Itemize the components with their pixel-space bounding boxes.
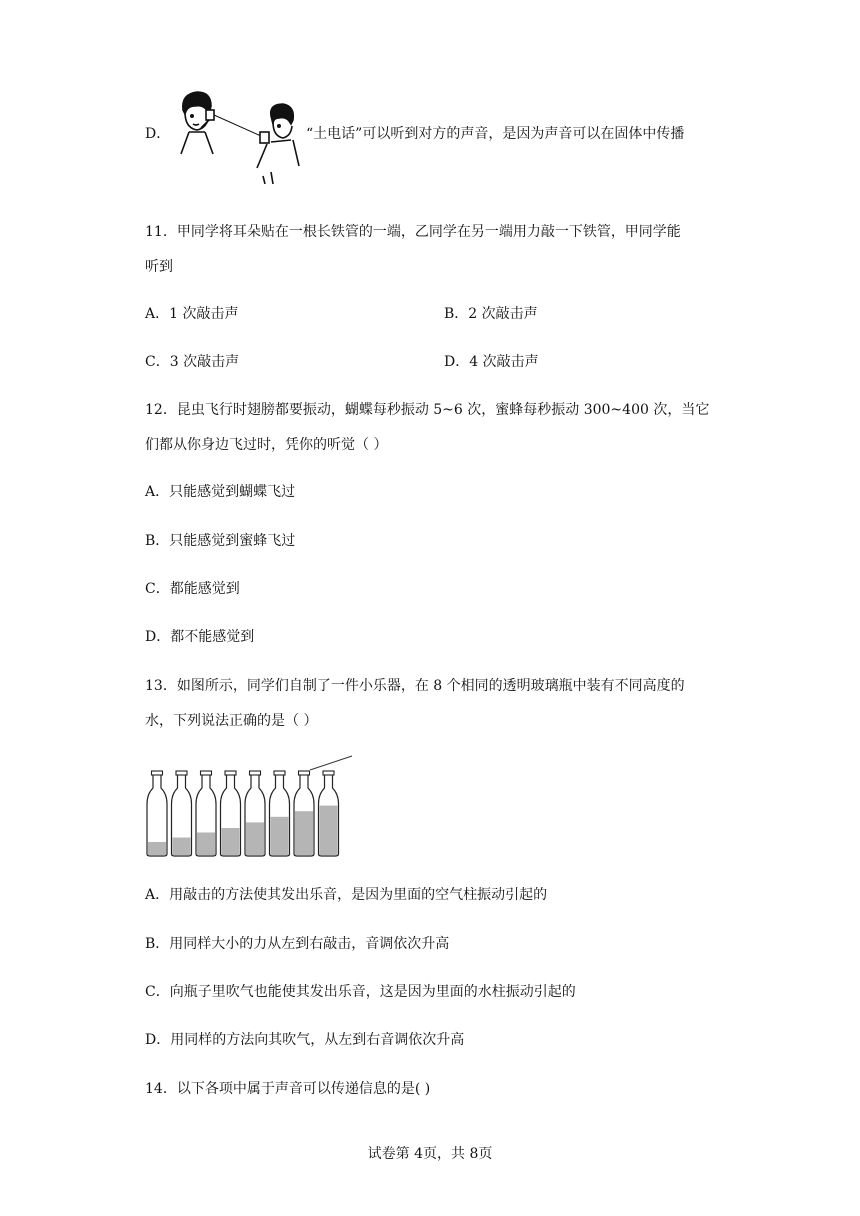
bottle-water (320, 806, 338, 855)
water-bottles-figure (140, 752, 360, 862)
bottle-water (173, 838, 191, 855)
page-footer: 试卷第 4页，共 8页 (367, 1146, 493, 1162)
bottle-cap (176, 771, 187, 775)
q13-stem-line2: 水，下列说法正确的是（ ） (145, 713, 318, 729)
q13-option-d: D．用同样的方法向其吹气，从左到右音调依次升高 (145, 1032, 465, 1048)
bottle-4 (221, 771, 241, 856)
bottle-water (246, 822, 264, 855)
q12-option-d: D．都不能感觉到 (145, 629, 255, 645)
bottle-cap (201, 771, 212, 775)
bottle-cap (250, 771, 261, 775)
q11-stem-line2: 听到 (145, 259, 173, 275)
q12-option-b: B．只能感觉到蜜蜂飞过 (145, 533, 296, 549)
striking-stick (310, 756, 352, 770)
q12-option-a: A．只能感觉到蝴蝶飞过 (145, 484, 296, 500)
bottle-water (271, 817, 289, 855)
bottle-8 (319, 771, 339, 856)
bottle-1 (147, 771, 167, 856)
q11-option-c: C．3 次敲击声 (145, 354, 240, 370)
telephone-string (214, 115, 261, 136)
bottle-water (197, 832, 215, 855)
bottle-6 (270, 771, 290, 856)
bottle-cap (299, 771, 310, 775)
q11-option-b: B．2 次敲击声 (444, 306, 538, 322)
bottle-2 (172, 771, 192, 856)
q11-stem-line1: 11．甲同学将耳朵贴在一根长铁管的一端，乙同学在另一端用力敲一下铁管，甲同学能 (145, 224, 681, 240)
q10-option-d-label: D． (145, 126, 171, 142)
q13-option-b: B．用同样大小的力从左到右敲击，音调依次升高 (145, 936, 450, 952)
q10-option-d-text: “土电话”可以听到对方的声音，是因为声音可以在固体中传播 (306, 126, 685, 142)
q11-option-d: D．4 次敲击声 (444, 354, 539, 370)
bottle-water (295, 811, 313, 855)
q12-option-c: C．都能感觉到 (145, 581, 240, 597)
bottle-water (148, 842, 166, 855)
bottle-cap (323, 771, 334, 775)
bottle-5 (245, 771, 265, 856)
q13-stem-line1: 13．如图所示，同学们自制了一件小乐器，在 8 个相同的透明玻璃瓶中装有不同高度的 (145, 678, 685, 694)
bottle-cap (274, 771, 285, 775)
q13-option-a: A．用敲击的方法使其发出乐音，是因为里面的空气柱振动引起的 (145, 887, 548, 903)
q12-stem-line2: 们都从你身边飞过时，凭你的听觉（ ） (145, 437, 388, 453)
boy-left-icon (181, 92, 214, 154)
bottle-water (222, 828, 240, 855)
bottle-cap (225, 771, 236, 775)
tin-can-telephone-figure (175, 88, 303, 184)
boy-right-icon (257, 104, 299, 184)
bottle-3 (196, 771, 216, 856)
bottle-7 (294, 771, 314, 856)
bottle-cap (152, 771, 163, 775)
q11-option-a: A．1 次敲击声 (145, 306, 239, 322)
q13-option-c: C．向瓶子里吹气也能使其发出乐音，这是因为里面的水柱振动引起的 (145, 984, 576, 1000)
q12-stem-line1: 12．昆虫飞行时翅膀都要振动，蝴蝶每秒振动 5~6 次，蜜蜂每秒振动 300~400 次，当它 (145, 402, 710, 418)
q14-stem-line1: 14．以下各项中属于声音可以传递信息的是( ) (145, 1081, 431, 1097)
